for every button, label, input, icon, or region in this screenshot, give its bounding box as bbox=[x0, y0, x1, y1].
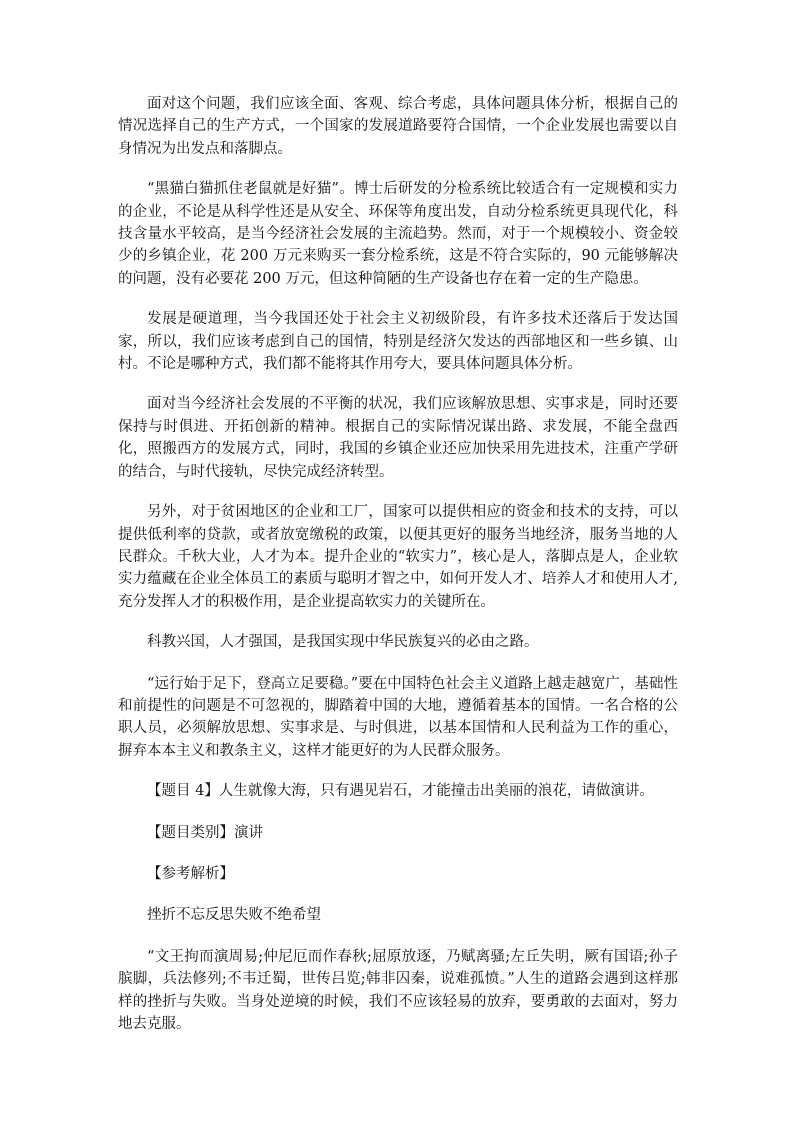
paragraph-poor-regions: 另外，对于贫困地区的企业和工厂，国家可以提供相应的资金和技术的支持，可以提供低利率的贷款，或者放宽缴税的政策，以便其更好的服务当地经济，服务当地的人民群众。千秋大业，人才为本。提升企业的“软实力”，核心是人，落脚点是人，企业软实力蕴藏在企业全体员工的素质与聪明才智之中，如何开发人才、培养人才和使用人才,充分发挥人才的积极作用，是企业提高软实力的关键所在。 bbox=[118, 504, 678, 610]
paragraph-imbalance: 面对当今经济社会发展的不平衡的状况，我们应该解放思想、实事求是，同时还要保持与时俱进、开拓创新的精神。根据自己的实际情况谋出路、求发展，不能全盘西化，照搬西方的发展方式，同时，我国的乡镇企业还应加快采用先进技术，注重产学研的结合，与时代接轨，尽快完成经济转型。 bbox=[118, 396, 678, 480]
paragraph-development: 发展是硬道理，当今我国还处于社会主义初级阶段，有许多技术还落后于发达国家，所以，我们应该考虑到自己的国情，特别是经济欠发达的西部地区和一些乡镇、山村。不论是哪种方式，我们都不能将其作用夸大，要具体问题具体分析。 bbox=[118, 311, 678, 373]
question-4-heading: 【题目 4】人生就像大海，只有遇见岩石，才能撞击出美丽的浪花，请做演讲。 bbox=[147, 783, 654, 800]
paragraph-black-cat-white-cat: “黑猫白猫抓住老鼠就是好猫”。博士后研发的分检系统比较适合有一定规模和实力的企业，不论是从科学性还是从安全、环保等角度出发，自动分检系统更具现代化，科技含量水平较高，是当今经济社会发展的主流趋势。然而，对于一个规模较小、资金较少的乡镇企业，花 200 万元来购买一套分检系统，这是不符合实际的，90 元能够解决的问题，没有必要花 200 万元，但这种简陋的生产设备也存在着一定的生产隐患。 bbox=[118, 181, 678, 287]
paragraph-science-education: 科教兴国，人才强国，是我国实现中华民族复兴的必由之路。 bbox=[147, 634, 539, 651]
reference-analysis-heading: 【参考解析】 bbox=[147, 865, 234, 882]
paragraph-approach: 面对这个问题，我们应该全面、客观、综合考虑，具体问题具体分析，根据自己的情况选择自己的生产方式，一个国家的发展道路要符合国情，一个企业发展也需要以自身情况为出发点和落脚点。 bbox=[118, 96, 678, 157]
paragraph-journey: “远行始于足下，登高立足要稳。”要在中国特色社会主义道路上越走越宽广，基础性和前提性的问题是不可忽视的，脚踏着中国的大地，遵循着基本的国情。一名合格的公职人员，必须解放思想、实事求是、与时俱进，以基本国情和人民利益为工作的重心，摒弃本本主义和教条主义，这样才能更好的为人民群众服务。 bbox=[118, 675, 678, 759]
speech-title: 挫折不忘反思失败不绝希望 bbox=[147, 907, 321, 924]
paragraph-adversity: “文王拘而演周易;仲尼厄而作春秋;屈原放逐，乃赋离骚;左丘失明，厥有国语;孙子膑脚，兵法修列;不韦迁蜀，世传吕览;韩非囚秦，说难孤愤。”人生的道路会遇到这样那样的挫折与失败。当身处逆境的时候，我们不应该轻易的放弃，要勇敢的去面对，努力地去克服。 bbox=[118, 948, 678, 1032]
document-body bbox=[118, 93, 678, 1053]
question-category: 【题目类别】演讲 bbox=[147, 824, 263, 841]
